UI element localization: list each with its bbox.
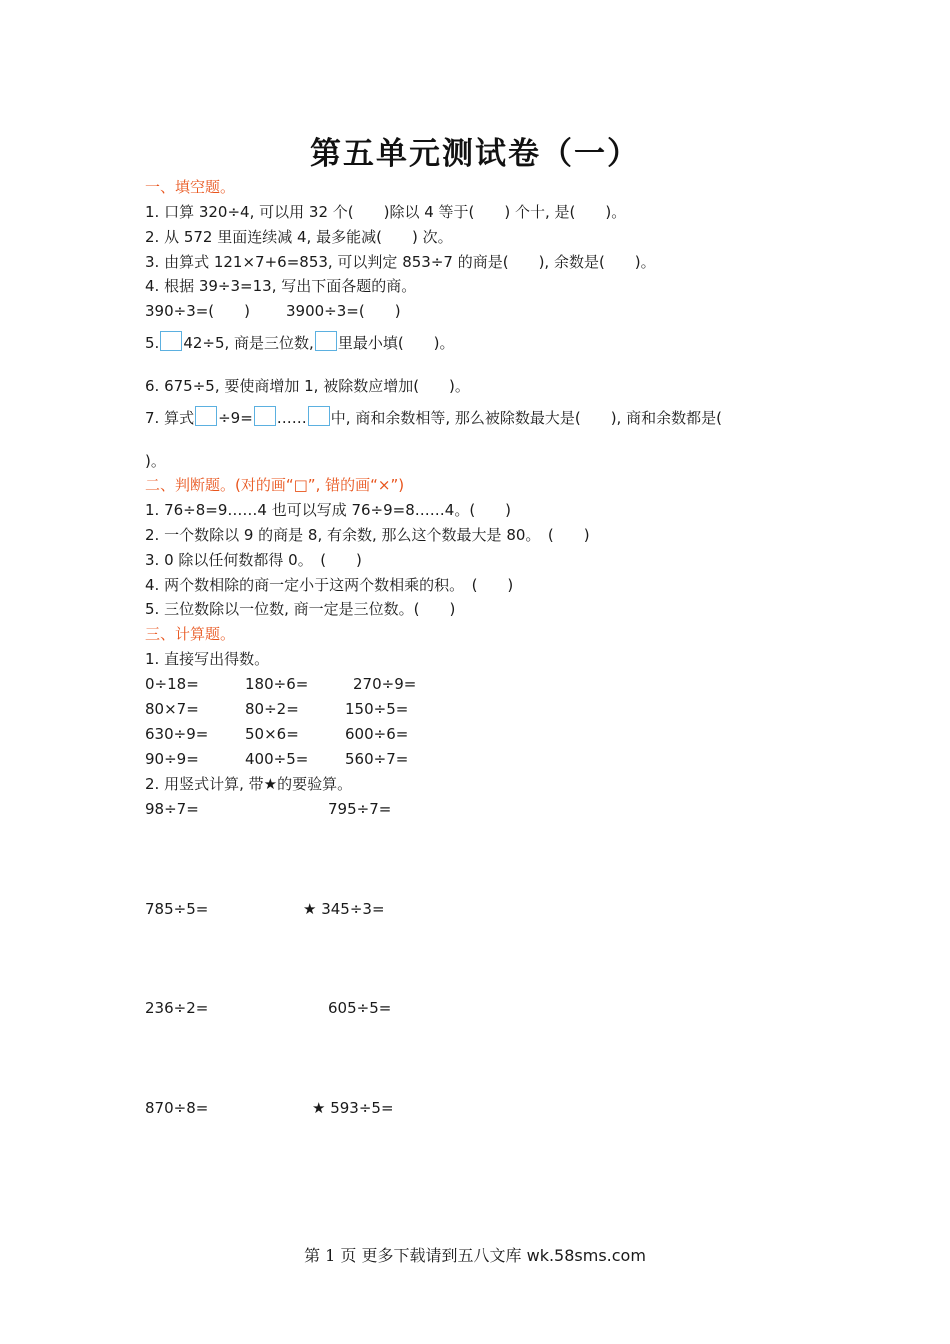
subheading-oral: 1. 直接写出得数。: [145, 650, 270, 668]
question-1-7: [145, 406, 722, 428]
oral-problem: 180÷6=: [245, 675, 309, 693]
vertical-problem: 795÷7=: [328, 800, 392, 818]
question-1-1: 1. 口算 320÷4, 可以用 32 个( )除以 4 等于( ) 个十, 是( )。: [145, 203, 627, 221]
footer-page-text: 第 1 页 更多下载请到五八文库: [304, 1246, 522, 1265]
question-text: 中, 商和余数相等, 那么被除数最大是( ), 商和余数都是(: [330, 409, 722, 427]
question-text: 42÷5, 商是三位数,: [183, 334, 314, 352]
question-1-2: 2. 从 572 里面连续减 4, 最多能减( ) 次。: [145, 228, 453, 246]
answer-box-dividend[interactable]: [195, 406, 217, 426]
answer-box-remainder[interactable]: [308, 406, 330, 426]
vertical-problem-verify: ★ 345÷3=: [303, 900, 385, 918]
division-sign: ÷9=: [218, 409, 253, 427]
subheading-vertical: 2. 用竖式计算, 带★的要验算。: [145, 775, 353, 793]
oral-problem: 560÷7=: [345, 750, 409, 768]
remainder-dots: ……: [276, 409, 307, 427]
question-1-4a: 390÷3=( ): [145, 302, 251, 320]
oral-problem: 630÷9=: [145, 725, 209, 743]
oral-problem: 80÷2=: [245, 700, 299, 718]
section-heading-calculation: 三、计算题。: [145, 625, 236, 643]
footer-url[interactable]: wk.58sms.com: [526, 1246, 646, 1265]
vertical-problem: 236÷2=: [145, 999, 209, 1017]
oral-problem: 50×6=: [245, 725, 299, 743]
question-text: 里最小填( )。: [337, 334, 455, 352]
vertical-problem: 98÷7=: [145, 800, 199, 818]
question-1-7-end: )。: [145, 452, 166, 470]
section-heading-true-false: 二、判断题。(对的画“□”, 错的画“×”): [145, 476, 405, 494]
page-title: 第五单元测试卷（一）: [310, 136, 640, 172]
oral-problem: 0÷18=: [145, 675, 199, 693]
answer-box-quotient[interactable]: [254, 406, 276, 426]
oral-problem: 150÷5=: [345, 700, 409, 718]
answer-box[interactable]: [160, 331, 182, 351]
section-heading-fill-blank: 一、填空题。: [145, 178, 236, 196]
question-1-4: 4. 根据 39÷3=13, 写出下面各题的商。: [145, 277, 417, 295]
question-2-5: 5. 三位数除以一位数, 商一定是三位数。( ): [145, 600, 456, 618]
page-footer: [0, 1243, 950, 1266]
vertical-problem: 870÷8=: [145, 1099, 209, 1117]
question-1-4b: 3900÷3=( ): [286, 302, 401, 320]
vertical-problem-verify: ★ 593÷5=: [312, 1099, 394, 1117]
vertical-problem: 605÷5=: [328, 999, 392, 1017]
oral-problem: 400÷5=: [245, 750, 309, 768]
question-2-1: 1. 76÷8=9……4 也可以写成 76÷9=8……4。( ): [145, 501, 512, 519]
oral-problem: 600÷6=: [345, 725, 409, 743]
question-2-3: 3. 0 除以任何数都得 0。 ( ): [145, 551, 362, 569]
question-1-5: [145, 331, 455, 353]
question-1-6: 6. 675÷5, 要使商增加 1, 被除数应增加( )。: [145, 377, 470, 395]
question-1-3: 3. 由算式 121×7+6=853, 可以判定 853÷7 的商是( ), 余数是( )。: [145, 253, 656, 271]
question-number: 5.: [145, 334, 160, 352]
oral-problem: 270÷9=: [353, 675, 417, 693]
oral-problem: 90÷9=: [145, 750, 199, 768]
oral-problem: 80×7=: [145, 700, 199, 718]
question-2-4: 4. 两个数相除的商一定小于这两个数相乘的积。 ( ): [145, 576, 514, 594]
answer-box[interactable]: [315, 331, 337, 351]
question-number: 7. 算式: [145, 409, 195, 427]
vertical-problem: 785÷5=: [145, 900, 209, 918]
question-2-2: 2. 一个数除以 9 的商是 8, 有余数, 那么这个数最大是 80。 ( ): [145, 526, 590, 544]
